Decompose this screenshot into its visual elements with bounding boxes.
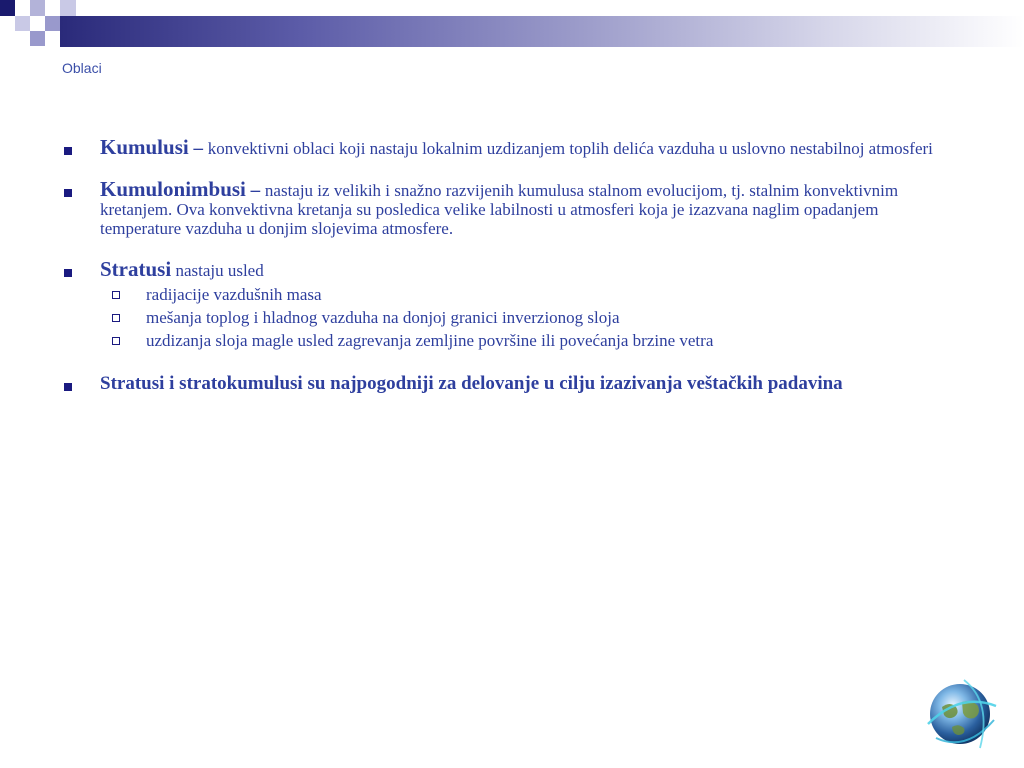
globe-icon bbox=[922, 672, 1002, 756]
filled-square-icon bbox=[64, 147, 72, 155]
header-square bbox=[30, 31, 45, 46]
item-text: Stratusi i stratokumulusi su najpogodniji za delovanje u cilju izazivanja veštačkih padavina bbox=[100, 373, 843, 394]
sub-list-item bbox=[62, 329, 962, 352]
slide-content bbox=[62, 135, 962, 415]
filled-square-icon bbox=[64, 383, 72, 391]
header-square bbox=[45, 31, 60, 46]
header-square bbox=[45, 0, 60, 16]
item-text: nastaju iz velikih i snažno razvijenih kumulusa stalnom evolucijom, tj. stalnim konvektivnim kretanjem. Ova konvektivna kretanja su posledica velike labilnosti u atmosferi koja je izazvana naglim opadanjem temperature vazduha u donjim slojevima atmosfere. bbox=[100, 181, 899, 238]
header-gradient-bar bbox=[60, 16, 1024, 47]
slide-title: Oblaci bbox=[62, 60, 102, 76]
item-dash: – bbox=[245, 180, 265, 201]
header-square bbox=[0, 0, 15, 16]
bullet-item-kumulusi bbox=[62, 135, 962, 159]
header-square bbox=[15, 0, 30, 16]
header-square bbox=[45, 16, 60, 31]
sub-list-item bbox=[62, 306, 962, 329]
bullet-item-stratusi bbox=[62, 257, 962, 352]
item-dash: – bbox=[188, 138, 208, 159]
header-square bbox=[15, 16, 30, 31]
filled-square-icon bbox=[64, 189, 72, 197]
sub-item-text: radijacije vazdušnih masa bbox=[146, 285, 322, 304]
header-square bbox=[60, 0, 76, 16]
sub-list bbox=[100, 283, 962, 352]
header-square bbox=[30, 0, 45, 16]
header-square bbox=[30, 16, 45, 31]
item-term: Kumulusi bbox=[100, 135, 189, 159]
filled-square-icon bbox=[64, 269, 72, 277]
sub-item-text: mešanja toplog i hladnog vazduha na donjoj granici inverzionog sloja bbox=[146, 308, 620, 327]
item-text: nastaju usled bbox=[171, 261, 264, 280]
item-text: konvektivni oblaci koji nastaju lokalnim uzdizanjem toplih delića vazduha u uslovno nestabilnoj atmosferi bbox=[207, 139, 933, 158]
header-square bbox=[0, 16, 15, 31]
sub-list-item bbox=[62, 283, 962, 306]
hollow-square-icon bbox=[112, 337, 120, 345]
hollow-square-icon bbox=[112, 291, 120, 299]
item-term: Stratusi bbox=[100, 257, 172, 281]
bullet-item-kumulonimbusi bbox=[62, 177, 962, 238]
item-term: Kumulonimbusi bbox=[100, 177, 246, 201]
sub-item-text: uzdizanja sloja magle usled zagrevanja zemljine površine ili povećanja brzine vetra bbox=[146, 331, 714, 350]
hollow-square-icon bbox=[112, 314, 120, 322]
bullet-item-conclusion bbox=[62, 374, 962, 393]
